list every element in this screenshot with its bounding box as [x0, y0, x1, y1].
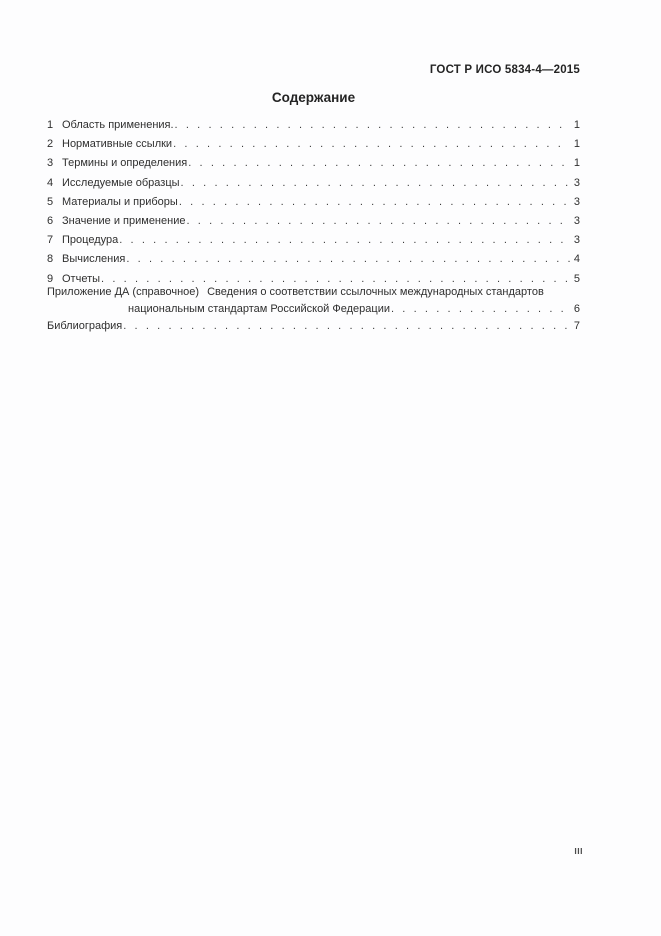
toc-entry — [47, 212, 580, 231]
toc-entry-page: 3 — [573, 214, 580, 227]
page-title: Содержание — [271, 90, 356, 105]
appendix-designation: Приложение ДА (справочное) — [47, 285, 200, 298]
toc-entry-label: Материалы и приборы — [62, 195, 178, 208]
toc-entry-number: 4 — [47, 176, 54, 189]
toc-entry-page: 3 — [573, 234, 580, 247]
toc-entry-page: 5 — [573, 272, 580, 285]
toc-entry-number: 7 — [47, 234, 54, 247]
toc-entry-page: 1 — [573, 157, 580, 170]
toc-entry — [47, 250, 580, 269]
toc-entry-number: 6 — [47, 214, 54, 227]
toc-entry-page: 3 — [573, 176, 580, 189]
dot-leader — [173, 135, 570, 154]
dot-leader — [181, 174, 570, 193]
toc-entry-label: Термины и определения — [62, 157, 188, 170]
dot-leader — [186, 212, 569, 231]
toc-entry — [47, 193, 580, 212]
toc-entry-page: 7 — [573, 320, 580, 333]
toc-entry-number: 8 — [47, 253, 54, 266]
toc-entry — [47, 154, 580, 173]
toc-entry-page: 1 — [573, 119, 580, 131]
toc-entry-page: 1 — [573, 138, 580, 151]
page-number: III — [574, 846, 583, 856]
dot-leader — [119, 231, 570, 250]
toc-appendix-line-1 — [47, 284, 580, 301]
toc-entry-label: Отчеты — [62, 272, 101, 285]
appendix-title: Сведения о соответствии ссылочных международных стандартов — [207, 285, 544, 298]
toc-entry-label: Исследуемые образцы — [62, 176, 180, 189]
toc-entry-label: Процедура — [62, 234, 119, 247]
toc-entry-label: Библиография — [47, 320, 123, 333]
toc-bibliography-entry — [47, 318, 580, 335]
toc-entry-page: 4 — [573, 253, 580, 266]
toc-entry-page: 6 — [573, 303, 580, 316]
toc-appendix-line-2 — [47, 301, 580, 318]
toc-appendix-entry — [47, 284, 580, 319]
toc-entry-label: Нормативные ссылки — [62, 138, 173, 151]
toc-entry-label: Вычисления — [62, 253, 126, 266]
dot-leader — [175, 116, 570, 135]
appendix-title-continued: национальным стандартам Российской Федерации — [128, 303, 390, 316]
toc-entry — [47, 135, 580, 154]
toc-entry-label: Область применения. — [62, 119, 174, 131]
dot-leader — [188, 154, 570, 173]
document-number: ГОСТ Р ИСО 5834-4—2015 — [429, 64, 580, 76]
dot-leader — [179, 193, 570, 212]
toc-entry-number: 5 — [47, 195, 54, 208]
toc-entry — [47, 116, 580, 135]
dot-leader — [126, 250, 570, 269]
table-of-contents — [47, 116, 580, 336]
toc-entry — [47, 174, 580, 193]
toc-entry-number: 1 — [47, 119, 54, 131]
toc-entry-number: 3 — [47, 157, 54, 170]
toc-entry — [47, 231, 580, 250]
toc-entry-number: 9 — [47, 272, 54, 285]
dot-leader — [123, 318, 570, 335]
toc-entry-page: 3 — [573, 195, 580, 208]
toc-entry-label: Значение и применение — [62, 214, 186, 227]
dot-leader — [391, 301, 570, 318]
toc-entry-number: 2 — [47, 138, 54, 151]
